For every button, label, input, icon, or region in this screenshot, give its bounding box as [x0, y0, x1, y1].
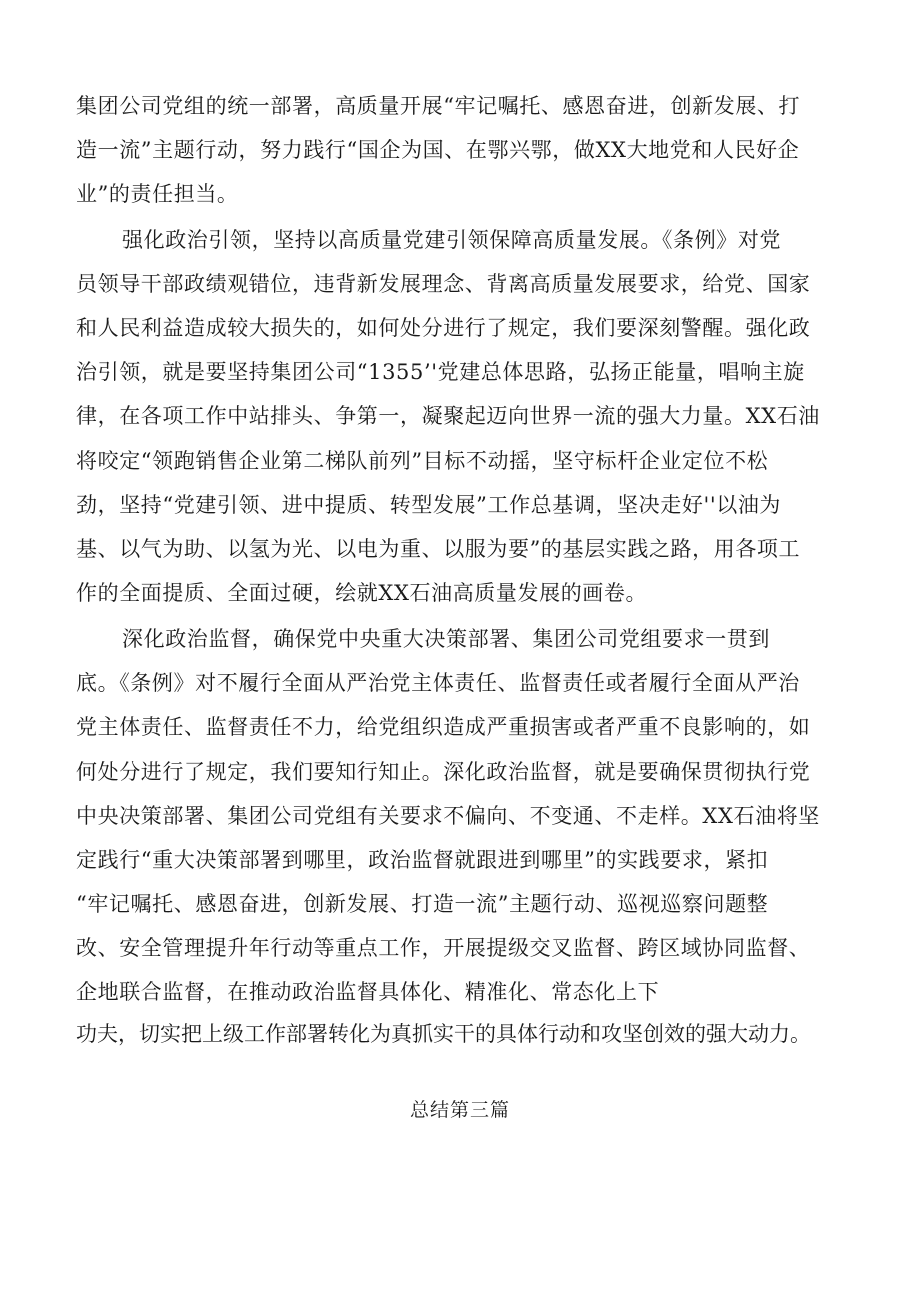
paragraph-2-line-1: 强化政治引领，坚持以高质量党建引领保障高质量发展。《条例》对党 — [122, 228, 782, 252]
paragraph-2-line-8: 基、以气为助、以氢为光、以电为重、以服为要”的基层实践之路，用各项工 — [76, 537, 801, 561]
paragraph-3-line-2: 底。《条例》对不履行全面从严治党主体责任、监督责任或者履行全面从严治 — [76, 671, 800, 695]
paragraph-2-line-5: 律，在各项工作中站排头、争第一，凝聚起迈向世界一流的强大力量。XX石油 — [76, 404, 820, 428]
paragraph-3-line-10: 功夫，切实把上级工作部署转化为真抓实干的具体行动和攻坚创效的强大动力。 — [76, 1022, 811, 1046]
paragraph-3-line-8: 改、安全管理提升年行动等重点工作，开展提级交叉监督、跨区域协同监督、 — [76, 936, 811, 960]
paragraph-2-line-9: 作的全面提质、全面过硬，绘就XX石油高质量发展的画卷。 — [76, 581, 648, 605]
paragraph-3-line-5: 中央决策部署、集团公司党组有关要求不偏向、不变通、不走样。XX石油将坚 — [76, 804, 820, 828]
paragraph-3-line-1: 深化政治监督，确保党中央重大决策部署、集团公司党组要求一贯到 — [122, 627, 770, 651]
paragraph-2-line-2: 员领导干部政绩观错位，违背新发展理念、背离高质量发展要求，给党、国家 — [76, 272, 811, 296]
paragraph-3-line-7: “牢记嘱托、感恩奋进，创新发展、打造一流”主题行动、巡视巡察问题整 — [76, 892, 769, 916]
paragraph-2-line-7: 劲，坚持“党建引领、进中提质、转型发展”工作总基调，坚决走好''以油为 — [76, 493, 782, 517]
paragraph-3-line-6: 定践行“重大决策部署到哪里，政治监督就跟进到哪里”的实践要求，紧扣 — [76, 848, 769, 872]
section-heading: 总结第三篇 — [409, 1099, 510, 1121]
paragraph-1-line-2: 造一流”主题行动，努力践行“国企为国、在鄂兴鄂，做XX大地党和人民好企 — [76, 138, 800, 162]
paragraph-1-line-1: 集团公司党组的统一部署，高质量开展“牢记嘱托、感恩奋进，创新发展、打 — [76, 94, 801, 118]
paragraph-3-line-3: 党主体责任、监督责任不力，给党组织造成严重损害或者严重不良影响的，如 — [76, 715, 811, 739]
paragraph-3-line-9: 企地联合监督，在推动政治监督具体化、精准化、常态化上下 — [76, 980, 660, 1004]
paragraph-2-line-3: 和人民利益造成较大损失的，如何处分进行了规定，我们要深刻警醒。强化政 — [76, 316, 811, 340]
paragraph-2-line-4: 治引领，就是要坚持集团公司“1355’'党建总体思路，弘扬正能量，唱响主旋 — [76, 360, 805, 384]
paragraph-3-line-4: 何处分进行了规定，我们要知行知止。深化政治监督，就是要确保贯彻执行党 — [76, 760, 811, 784]
paragraph-1-line-3: 业”的责任担当。 — [76, 182, 239, 206]
paragraph-2-line-6: 将咬定“领跑销售企业第二梯队前列”目标不动摇，坚守标杆企业定位不松 — [76, 449, 769, 473]
